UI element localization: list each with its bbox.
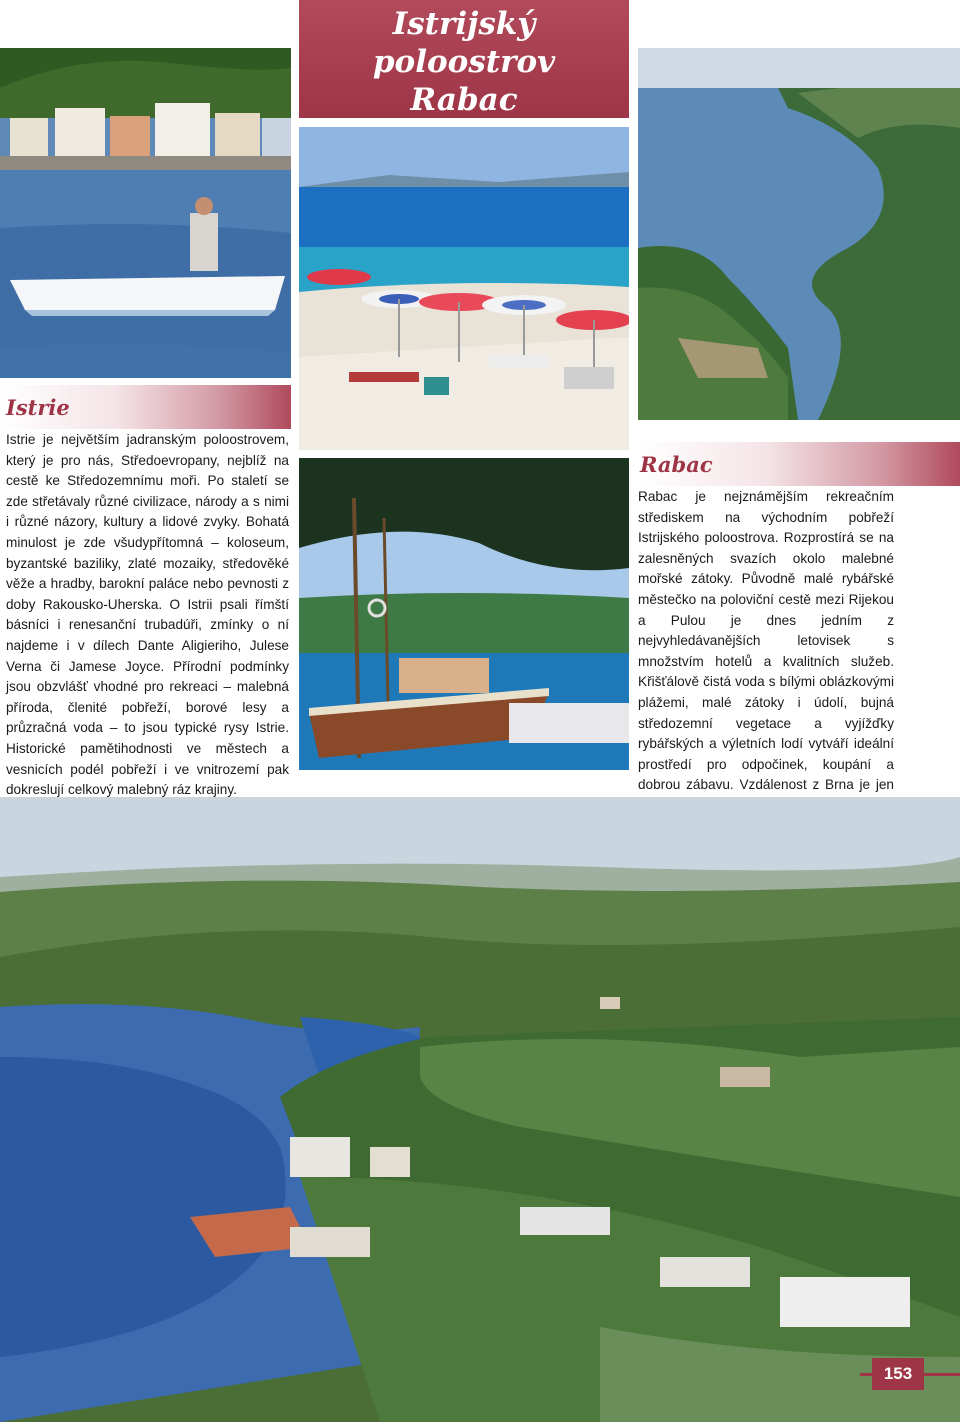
rabac-aerial-photo — [0, 797, 960, 1422]
title-banner — [299, 0, 629, 118]
title-line2: Rabac — [410, 82, 518, 118]
harbor-fisherman-photo — [0, 48, 291, 378]
rabac-heading: Rabac — [640, 452, 713, 477]
beach-umbrellas-photo — [299, 127, 629, 450]
title-line1: Istrijský poloostrov — [372, 6, 556, 80]
aerial-coast-photo — [638, 48, 960, 420]
page-number: 153 — [872, 1358, 924, 1390]
istrie-heading: Istrie — [6, 395, 70, 420]
rabac-text: Rabac je nejznámějším rekreačním střediskem na východním pobřeží Istrijského poloostrova. Rozprostírá se na zalesněných svazích okolo malebné mořské zátoky. Původně malé rybářské městečko na poloviční cestě mezi Rijekou a Pulou je dnes jedním z nejvyhledávanějších letovisek s množstvím hotelů a kvalitních služeb. Křišťálově čistá voda s bílými oblázkovými plážemi, malé zátoky i údolí, bujná středozemní vegetace a vyjížďky rybářských a výletních lodí vytváří ideální prostředí pro odpočinek, koupání a dobrou zábavu. Vzdálenost z Brna je jen — [638, 489, 894, 793]
harbor-ship-photo — [299, 458, 629, 770]
istrie-text: Istrie je největším jadranským poloostrovem, který je pro nás, Středoevropany, nejblíž na cestě ke Středozemnímu moři. Po staletí se zde střetávaly různé civilizace, národy a s nimi i různé názory, kultury a lidové zvyky. Bohatá minulost je zde všudypřítomná – koloseum, byzantské baziliky, zlaté mozaiky, středověké věže a hradby, barokní paláce nebo pevnosti z doby Rakousko-Uherska. O Istrii psali římští básníci i renesanční trubadúři, zmínky o ní najdeme i v dílech Dante Aligieriho, Julese Verna či Jamese Joyce. Přírodní podmínky jsou obzvlášť vhodné pro rekreaci – malebná příroda, členité pobřeží, borové lesy a průzračná voda – to jsou typické rysy Istrie. Historické pamětihodnosti ve městech a vesnicích podél pobřeží i ve vnitrozemí pak dokreslují celkový malebný ráz krajiny. — [6, 432, 289, 798]
